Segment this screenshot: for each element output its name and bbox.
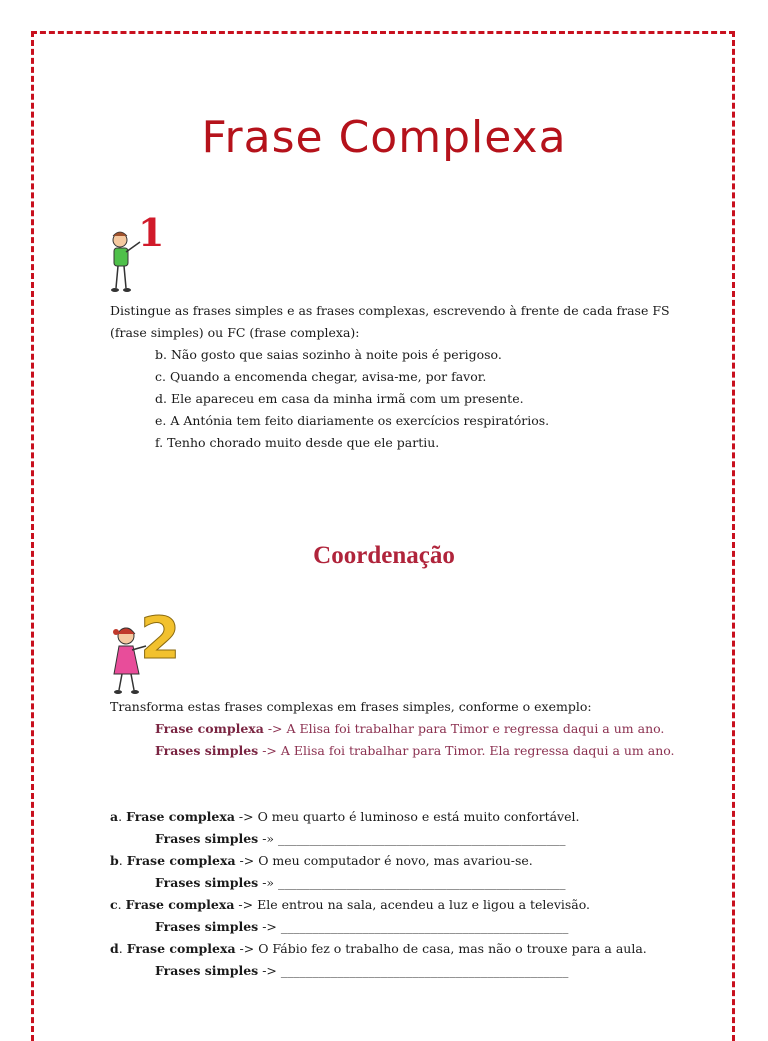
example-simple-text: -> A Elisa foi trabalhar para Timor. Ela regressa daqui a um ano.	[258, 743, 675, 758]
item-simple-label: Frases simples	[155, 919, 259, 934]
item-letter: c	[110, 897, 118, 912]
list-item: b. Frase complexa -> O meu computador é novo, mas avariou-se.	[110, 853, 533, 868]
list-item: c. Frase complexa -> Ele entrou na sala, acendeu a luz e ligou a televisão.	[110, 897, 591, 912]
list-item: a. Frase complexa -> O meu quarto é luminoso e está muito confortável.	[110, 809, 580, 824]
item-simple-blank: -» ______________________________________________	[258, 875, 566, 890]
list-item: b. Não gosto que saias sozinho à noite pois é perigoso.	[155, 347, 502, 362]
list-item: e. A Antónia tem feito diariamente os exercícios respiratórios.	[155, 413, 550, 428]
exercise-2	[110, 696, 710, 762]
item-letter: d	[110, 941, 119, 956]
exercise-1	[110, 300, 710, 454]
list-item: d. Ele apareceu em casa da minha irmã com um presente.	[155, 391, 524, 406]
item-complex-text: -> O meu quarto é luminoso e está muito confortável.	[234, 809, 580, 824]
example-complex-line	[110, 718, 710, 740]
item-complex-label: Frase complexa	[126, 941, 236, 956]
item-complex-label: Frase complexa	[125, 897, 235, 912]
list-item: c. Quando a encomenda chegar, avisa-me, por favor.	[155, 369, 487, 384]
page-title: Frase Complexa	[201, 112, 567, 163]
item-letter: a	[110, 809, 119, 824]
number-one-glyph: 1	[138, 210, 164, 255]
answer-line[interactable]	[110, 960, 710, 982]
item-simple-label: Frases simples	[155, 875, 259, 890]
boy-with-number-one-illustration	[104, 210, 164, 296]
item-complex-label: Frase complexa	[126, 809, 235, 824]
item-simple-blank: -> ______________________________________________	[258, 919, 569, 934]
item-letter: b	[110, 853, 119, 868]
item-complex-text: -> O Fábio fez o trabalho de casa, mas não o trouxe para a aula.	[235, 941, 647, 956]
exercise-2-instruction: Transforma estas frases complexas em frases simples, conforme o exemplo:	[110, 699, 592, 714]
item-simple-blank: -» ______________________________________________	[258, 831, 566, 846]
section-title-coordenacao: Coordenação	[313, 542, 455, 569]
item-simple-label: Frases simples	[155, 831, 259, 846]
example-complex-label: Frase complexa	[155, 721, 264, 736]
item-simple-blank: -> ______________________________________________	[258, 963, 569, 978]
exercise-2-items	[110, 806, 710, 982]
example-complex-text: -> A Elisa foi trabalhar para Timor e regressa daqui a um ano.	[263, 721, 665, 736]
example-simple-label: Frases simples	[155, 743, 259, 758]
number-two-glyph: 2	[140, 604, 181, 672]
item-complex-text: -> Ele entrou na sala, acendeu a luz e ligou a televisão.	[234, 897, 591, 912]
item-complex-label: Frase complexa	[126, 853, 236, 868]
item-complex-text: -> O meu computador é novo, mas avariou-se.	[235, 853, 533, 868]
item-simple-label: Frases simples	[155, 963, 259, 978]
list-item: d. Frase complexa -> O Fábio fez o trabalho de casa, mas não o trouxe para a aula.	[110, 941, 647, 956]
answer-line[interactable]	[110, 872, 710, 894]
example-simple-line	[110, 740, 710, 762]
exercise-1-instruction: Distingue as frases simples e as frases complexas, escrevendo à frente de cada frase FS (frase simples) ou FC (frase complexa):	[110, 303, 670, 340]
answer-line[interactable]	[110, 828, 710, 850]
answer-line[interactable]	[110, 916, 710, 938]
list-item: f. Tenho chorado muito desde que ele partiu.	[155, 435, 440, 450]
girl-with-number-two-illustration	[106, 602, 190, 696]
